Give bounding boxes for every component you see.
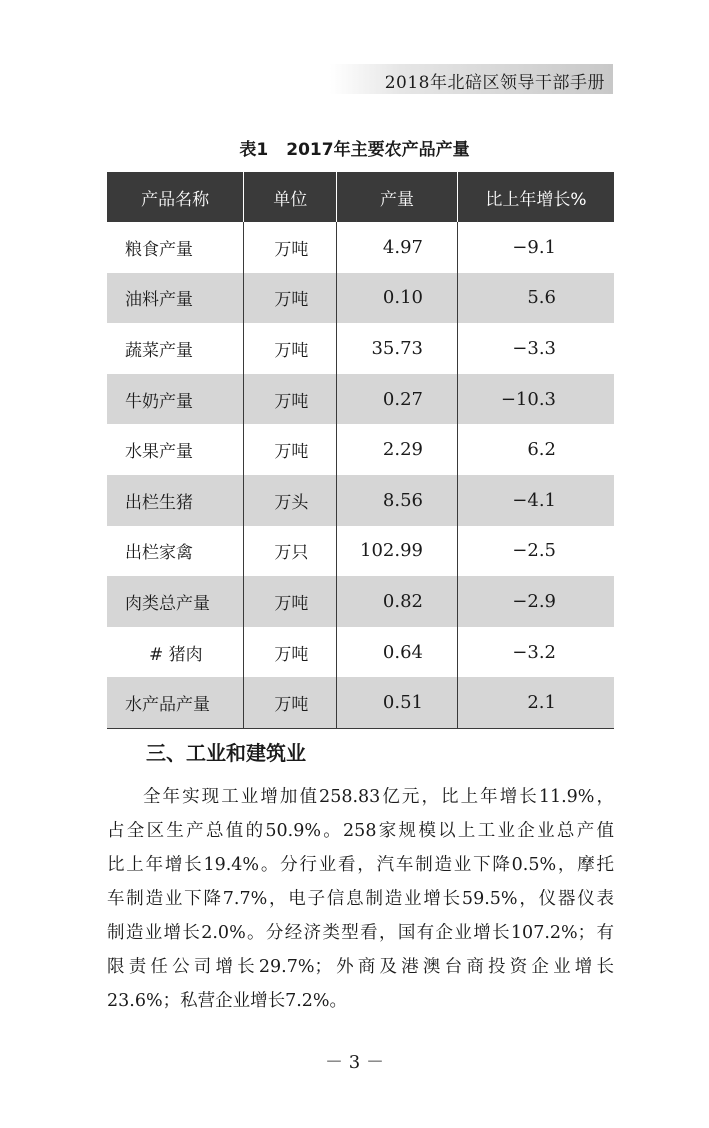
table-row <box>107 576 614 627</box>
product-name-cell: 水果产量 <box>125 442 193 463</box>
unit-cell: 万吨 <box>244 273 337 324</box>
unit-cell: 万吨 <box>244 222 337 273</box>
page-number: － 3 － <box>325 1052 384 1073</box>
product-name-cell: 牛奶产量 <box>107 374 244 425</box>
growth-cell: −4.1 <box>458 475 615 526</box>
paragraph-line: 23.6%；私营企业增长7.2%。 <box>107 991 348 1011</box>
product-name-cell: 出栏家禽 <box>125 543 193 564</box>
table-row <box>107 323 614 374</box>
body-paragraph <box>107 780 614 1018</box>
product-name-cell: 肉类总产量 <box>107 576 244 627</box>
product-name-cell: 水产品产量 <box>107 677 244 728</box>
growth-cell: 5.6 <box>458 273 615 324</box>
product-name-cell: 油料产量 <box>107 273 244 324</box>
paragraph-line: 车制造业下降7.7%，电子信息制造业增长59.5%，仪器仪表 <box>107 889 614 909</box>
growth-cell: −3.2 <box>458 627 615 678</box>
column-header-unit: 单位 <box>244 172 337 222</box>
table-row <box>107 374 614 425</box>
output-cell: 0.27 <box>337 374 458 425</box>
paragraph-line: 占全区生产总值的50.9%。258家规模以上工业企业总产值 <box>107 821 614 841</box>
product-name-cell: 粮食产量 <box>125 239 193 260</box>
table-row <box>107 222 614 273</box>
output-cell: 102.99 <box>337 526 458 577</box>
product-name-cell: 出栏生猪 <box>107 475 244 526</box>
unit-cell: 万头 <box>244 475 337 526</box>
unit-cell: 万吨 <box>244 677 337 728</box>
table-row <box>107 424 614 475</box>
unit-cell: 万吨 <box>244 627 337 678</box>
column-header-growth: 比上年增长% <box>458 172 615 222</box>
unit-cell: 万吨 <box>244 424 337 475</box>
output-cell: 2.29 <box>337 424 458 475</box>
table-row <box>107 273 614 324</box>
output-cell: 8.56 <box>337 475 458 526</box>
table-row <box>107 526 614 577</box>
output-cell: 0.64 <box>337 627 458 678</box>
growth-cell: 6.2 <box>458 424 615 475</box>
growth-cell: −3.3 <box>458 323 615 374</box>
growth-cell: −2.5 <box>458 526 615 577</box>
unit-cell: 万吨 <box>244 374 337 425</box>
growth-cell: −10.3 <box>458 374 615 425</box>
growth-cell: −2.9 <box>458 576 615 627</box>
paragraph-line: 限责任公司增长29.7%；外商及港澳台商投资企业增长 <box>107 957 614 977</box>
unit-cell: 万只 <box>244 526 337 577</box>
output-cell: 0.51 <box>337 677 458 728</box>
column-header-output: 产量 <box>337 172 458 222</box>
output-cell: 0.82 <box>337 576 458 627</box>
output-cell: 4.97 <box>337 222 458 273</box>
section-heading: 三、工业和建筑业 <box>146 741 306 765</box>
unit-cell: 万吨 <box>244 323 337 374</box>
table-row <box>107 677 614 728</box>
paragraph-line: 全年实现工业增加值258.83亿元，比上年增长11.9%， <box>143 787 614 807</box>
table-row <box>107 627 614 678</box>
table-row <box>107 475 614 526</box>
product-name-cell: 蔬菜产量 <box>125 340 193 361</box>
table-header-row <box>107 172 614 222</box>
output-cell: 0.10 <box>337 273 458 324</box>
table-caption-title: 2017年主要农产品产量 <box>286 140 470 160</box>
growth-cell: 2.1 <box>458 677 615 728</box>
product-name-cell: # 猪肉 <box>149 644 203 665</box>
paragraph-line: 制造业增长2.0%。分经济类型看，国有企业增长107.2%；有 <box>107 923 614 943</box>
output-cell: 35.73 <box>337 323 458 374</box>
unit-cell: 万吨 <box>244 576 337 627</box>
paragraph-line: 比上年增长19.4%。分行业看，汽车制造业下降0.5%，摩托 <box>107 855 614 875</box>
table-caption-number: 表1 <box>239 140 269 160</box>
running-header-title: 2018年北碚区领导干部手册 <box>384 73 605 93</box>
agricultural-output-table <box>107 172 614 729</box>
growth-cell: −9.1 <box>458 222 615 273</box>
table-caption <box>0 135 709 160</box>
column-header-product: 产品名称 <box>107 172 244 222</box>
